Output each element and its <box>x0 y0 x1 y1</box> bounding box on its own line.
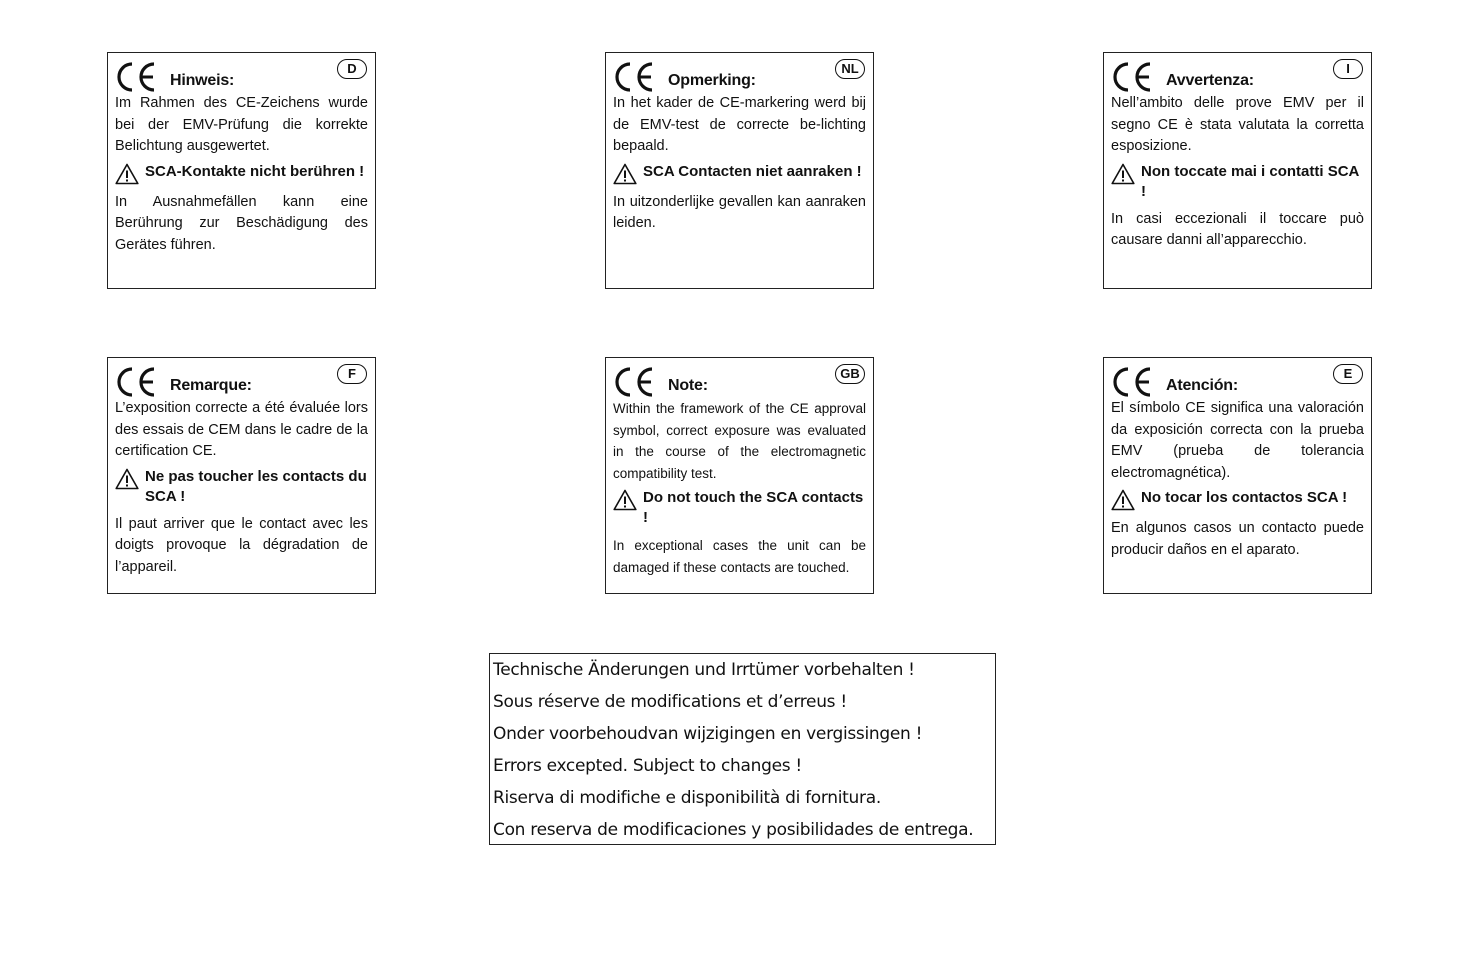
notice-detail: In Ausnahmefällen kann eine Berührung zur Beschädigung des Gerätes führen. <box>115 193 368 253</box>
ce-mark-icon <box>1111 61 1155 93</box>
warning-triangle-icon <box>1111 163 1135 185</box>
warning-text: Do not touch the SCA contacts ! <box>643 489 864 526</box>
warning-line <box>1111 162 1364 202</box>
notice-text: In het kader de CE-markering werd bij de EMV-test de correcte be-lichting bepaald. <box>613 95 866 154</box>
notice-gb <box>605 357 874 594</box>
notice-fr <box>107 357 376 594</box>
notice-detail: En algunos casos un contacto puede producir daños en el aparato. <box>1111 520 1364 558</box>
warning-triangle-icon <box>115 163 139 185</box>
language-badge: GB <box>835 364 865 384</box>
language-badge: NL <box>835 59 865 79</box>
warning-triangle-icon <box>115 468 139 490</box>
warning-text: Ne pas toucher les contacts du SCA ! <box>145 467 367 505</box>
language-badge: E <box>1333 364 1363 384</box>
warning-triangle-icon <box>1111 489 1135 511</box>
notice-detail: Il paut arriver que le contact avec les doigts provoque la dégradation de l’appareil. <box>115 515 368 575</box>
warning-text: No tocar los contactos SCA ! <box>1141 489 1348 506</box>
notice-title: Opmerking: <box>668 72 756 89</box>
notice-title: Avvertenza: <box>1166 72 1254 89</box>
disclaimer-line-fr: Sous réserve de modifications et d’erreus ! <box>493 692 847 712</box>
warning-line <box>115 162 368 185</box>
warning-line <box>613 162 866 185</box>
ce-mark-icon <box>613 366 657 398</box>
notice-detail: In exceptional cases the unit can be damaged if these contacts are touched. <box>613 538 866 575</box>
warning-line <box>1111 488 1364 511</box>
disclaimer-line-it: Riserva di modifiche e disponibilità di fornitura. <box>493 788 881 808</box>
notice-text: L’exposition correcte a été évaluée lors des essais de CEM dans le cadre de la certification CE. <box>115 400 368 459</box>
notice-title: Hinweis: <box>170 72 235 89</box>
notice-es <box>1103 357 1372 594</box>
language-badge: F <box>337 364 367 384</box>
notice-detail: In casi eccezionali il toccare può causare danni all’apparecchio. <box>1111 210 1364 248</box>
disclaimer-box <box>489 653 996 845</box>
notice-detail: In uitzonderlijke gevallen kan aanraken leiden. <box>613 193 866 231</box>
notice-header <box>115 364 368 398</box>
warning-text: SCA Contacten niet aanraken ! <box>643 162 862 180</box>
warning-triangle-icon <box>613 163 637 185</box>
language-badge: D <box>337 59 367 79</box>
ce-mark-icon <box>1111 366 1155 398</box>
disclaimer-line-en: Errors excepted. Subject to changes ! <box>493 756 802 776</box>
notice-it <box>1103 52 1372 289</box>
notice-de <box>107 52 376 289</box>
notice-nl <box>605 52 874 289</box>
disclaimer-line-es: Con reserva de modificaciones y posibilidades de entrega. <box>493 820 974 840</box>
warning-text: Non toccate mai i contatti SCA ! <box>1141 162 1359 200</box>
notice-title: Remarque: <box>170 377 252 394</box>
notice-text: Nell’ambito delle prove EMV per il segno CE è stata valutata la corretta esposizione. <box>1111 95 1364 154</box>
disclaimer-line-de: Technische Änderungen und Irrtümer vorbehalten ! <box>493 660 915 680</box>
notice-header <box>115 59 368 93</box>
notice-header <box>613 59 866 93</box>
notice-title: Note: <box>668 377 708 394</box>
ce-mark-icon <box>115 366 159 398</box>
ce-mark-icon <box>115 61 159 93</box>
warning-line <box>613 488 866 528</box>
ce-mark-icon <box>613 61 657 93</box>
notice-text: Within the framework of the CE approval symbol, correct exposure was evaluated in the course of the electromagnetic compatibility test. <box>613 401 866 481</box>
language-badge: I <box>1333 59 1363 79</box>
notice-header <box>613 364 866 398</box>
warning-line <box>115 467 368 507</box>
notice-header <box>1111 364 1364 398</box>
notice-header <box>1111 59 1364 93</box>
notice-text: Im Rahmen des CE-Zeichens wurde bei der EMV-Prüfung die korrekte Belichtung ausgewertet. <box>115 95 368 154</box>
notice-text: El símbolo CE significa una valoración da exposición correcta con la prueba EMV (prueba de tolerancia electromagnética). <box>1111 400 1364 481</box>
disclaimer-line-nl: Onder voorbehoudvan wijzigingen en vergissingen ! <box>493 724 923 744</box>
warning-triangle-icon <box>613 489 637 511</box>
notice-title: Atención: <box>1166 377 1238 394</box>
warning-text: SCA-Kontakte nicht berühren ! <box>145 162 365 180</box>
